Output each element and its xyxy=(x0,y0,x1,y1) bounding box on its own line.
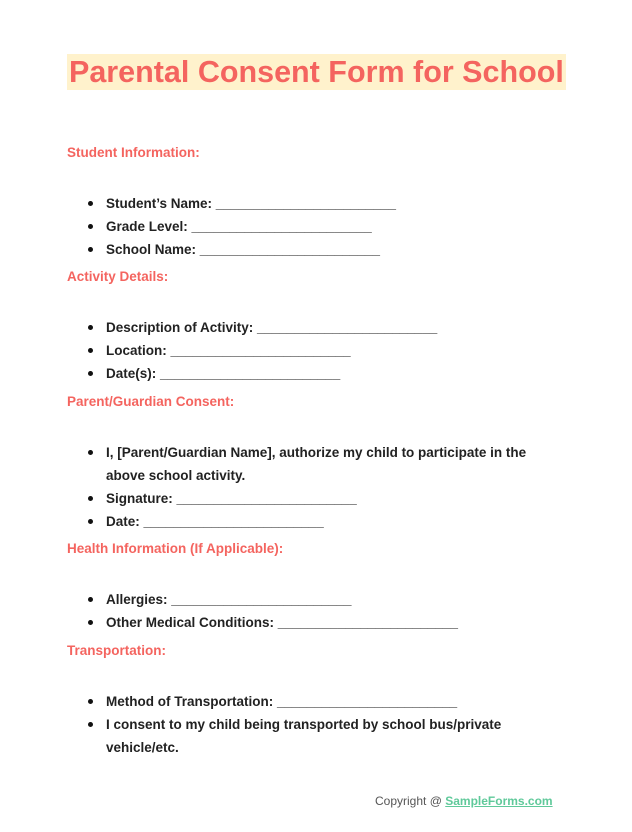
section-heading: Transportation: xyxy=(67,643,167,658)
sampleforms-link[interactable]: SampleForms.com xyxy=(445,794,553,808)
field-list xyxy=(67,316,566,385)
list-item: Date(s): ________________________ xyxy=(67,362,566,385)
field-list xyxy=(67,690,566,759)
list-item: Grade Level: ________________________ xyxy=(67,215,566,238)
list-item: Method of Transportation: ________________________ xyxy=(67,690,566,713)
field-list xyxy=(67,588,566,634)
list-item: Student’s Name: ________________________ xyxy=(67,192,566,215)
section-heading: Health Information (If Applicable): xyxy=(67,541,284,556)
section-heading: Student Information: xyxy=(67,145,200,160)
section-parent-consent xyxy=(67,394,566,533)
list-item: Date: ________________________ xyxy=(67,510,566,533)
section-student-information xyxy=(67,145,566,261)
section-health-information xyxy=(67,541,566,634)
list-item: Allergies: ________________________ xyxy=(67,588,566,611)
section-heading: Parent/Guardian Consent: xyxy=(67,394,235,409)
field-list xyxy=(67,192,566,261)
page-title: Parental Consent Form for School xyxy=(69,55,564,89)
list-item: Signature: ________________________ xyxy=(67,487,566,510)
list-item: I consent to my child being transported by school bus/private vehicle/etc. xyxy=(67,713,566,759)
list-item: Description of Activity: ________________________ xyxy=(67,316,566,339)
list-item: School Name: ________________________ xyxy=(67,238,566,261)
section-heading: Activity Details: xyxy=(67,269,169,284)
section-transportation xyxy=(67,643,566,759)
list-item: I, [Parent/Guardian Name], authorize my child to participate in the above school activity. xyxy=(67,441,566,487)
list-item: Location: ________________________ xyxy=(67,339,566,362)
copyright-text: Copyright @ xyxy=(375,794,446,808)
section-activity-details xyxy=(67,269,566,385)
field-list xyxy=(67,441,566,533)
list-item: Other Medical Conditions: ________________________ xyxy=(67,611,566,634)
copyright-footer xyxy=(375,794,553,808)
